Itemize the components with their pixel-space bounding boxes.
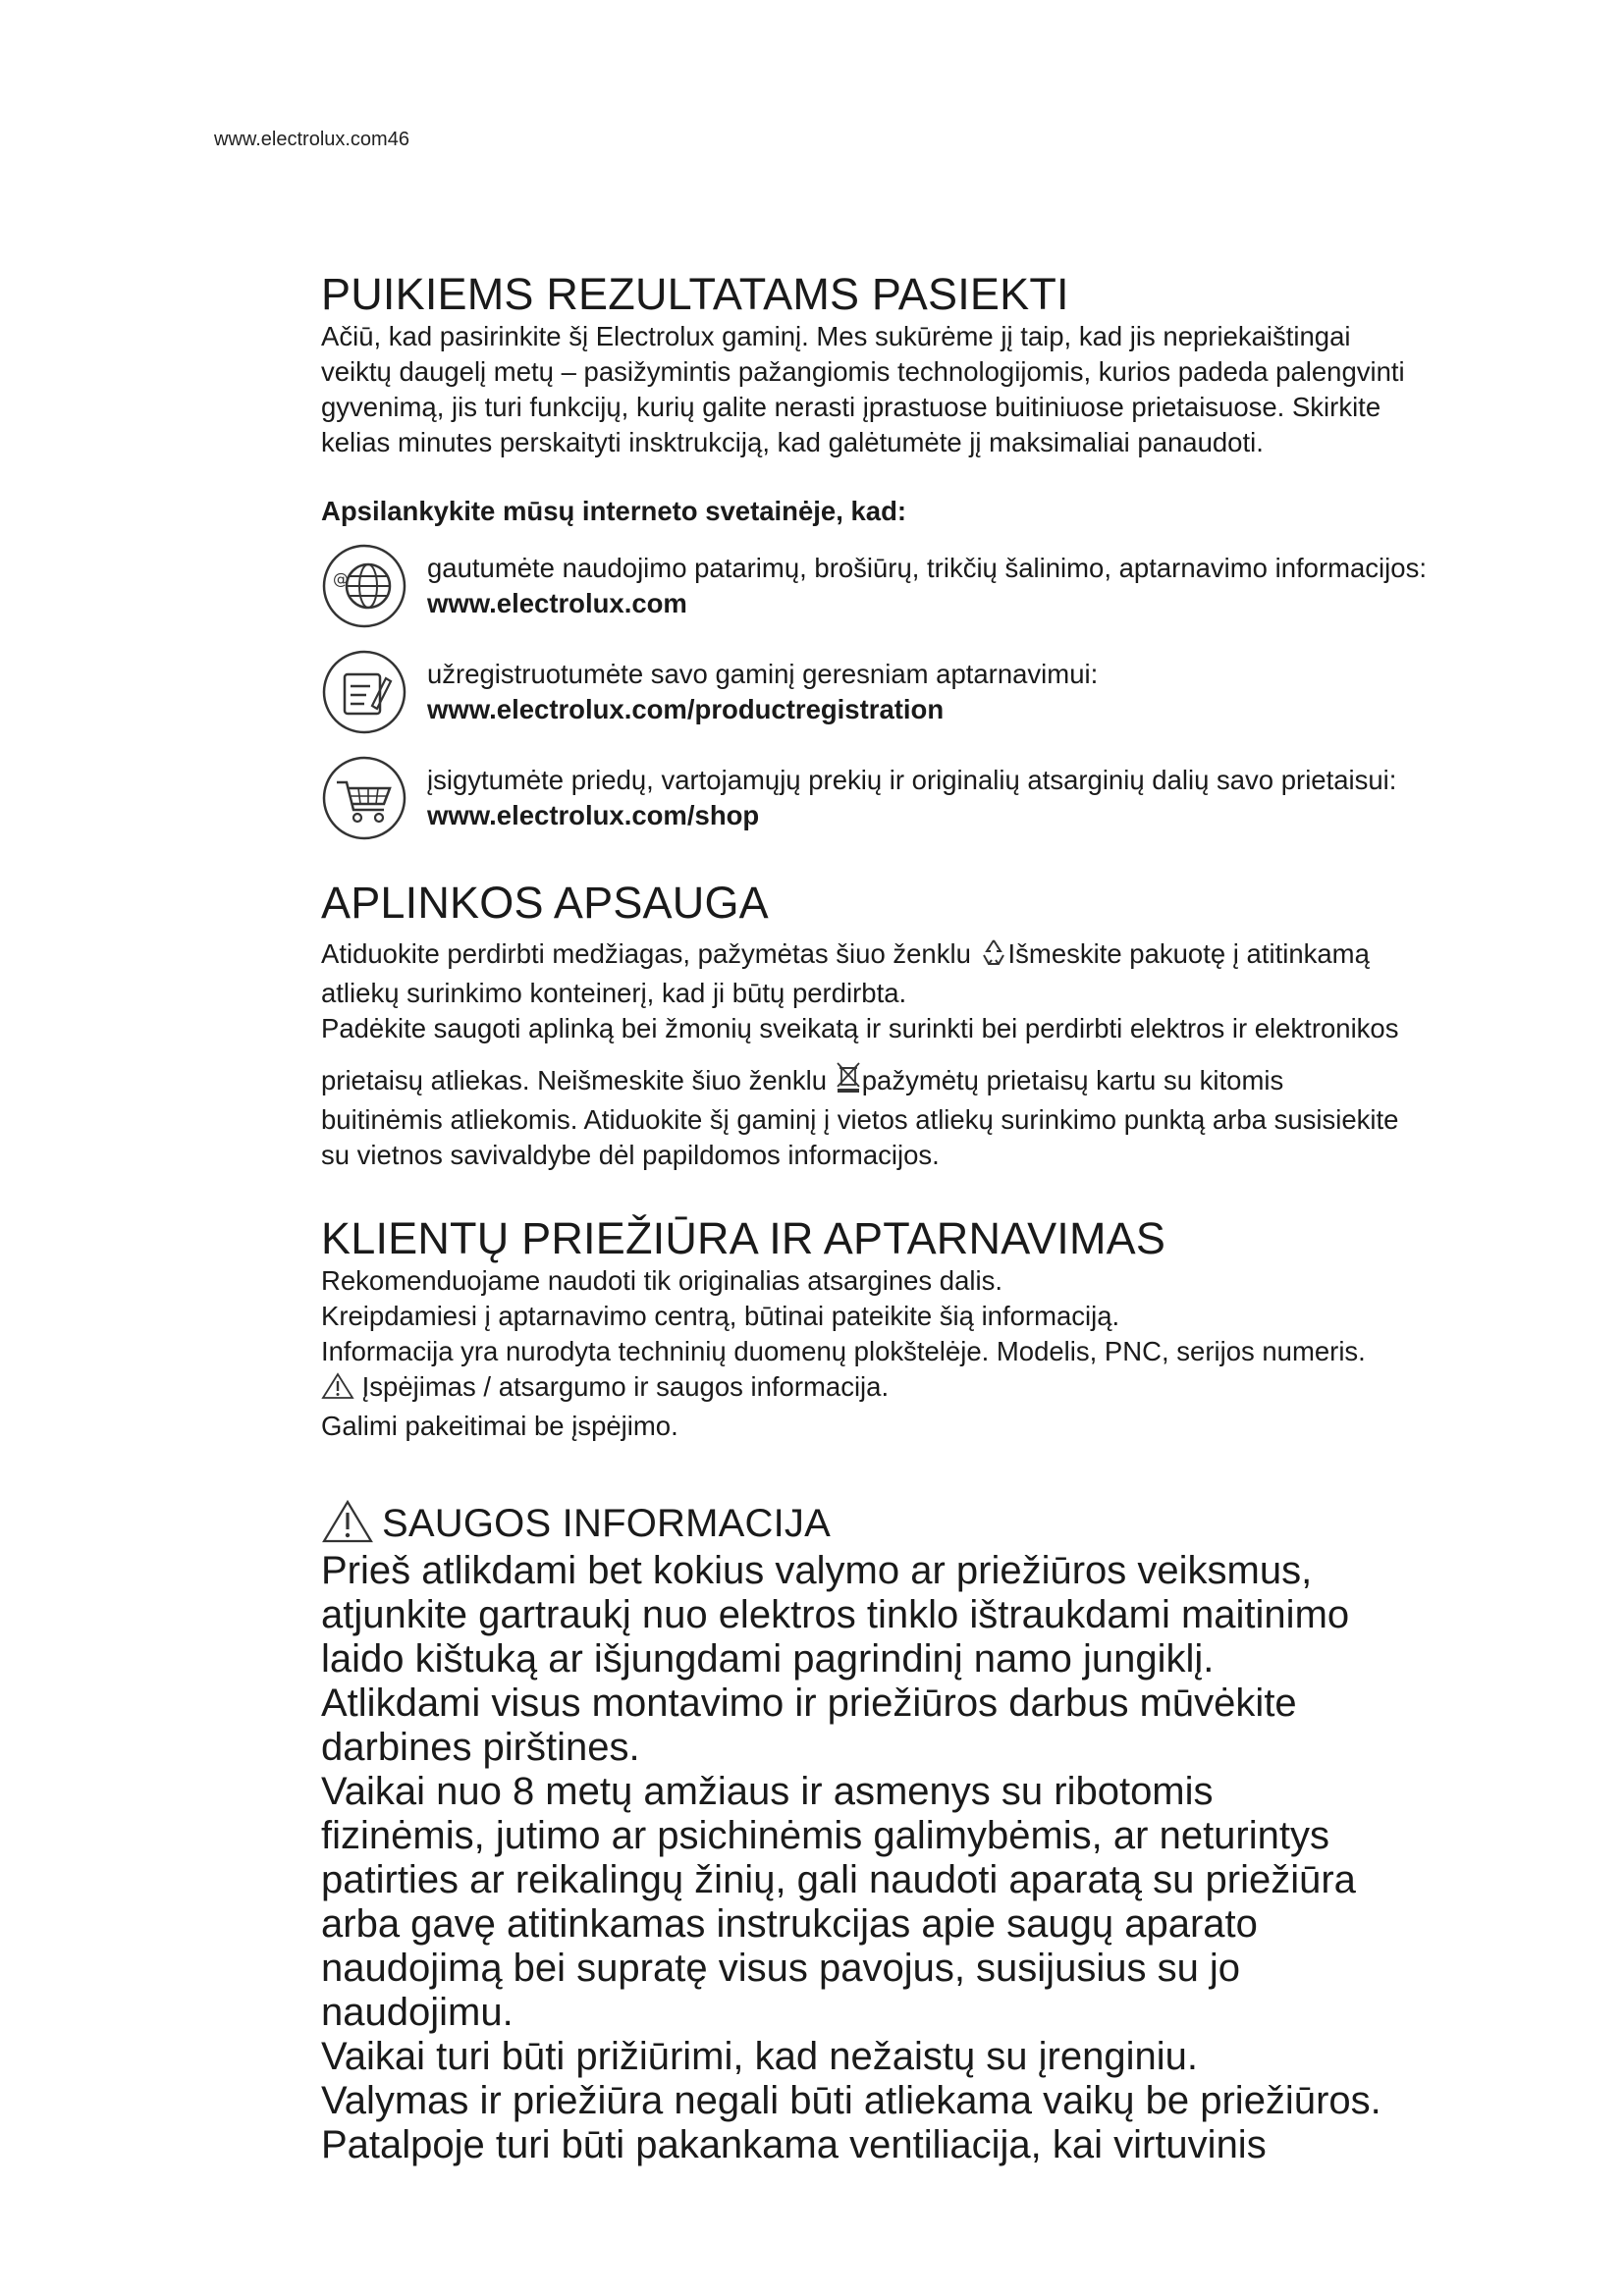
safety-line: naudojimą bei supratę visus pavojus, susijusius su jo (321, 1947, 1241, 1991)
visit-heading: Apsilankykite mūsų interneto svetainėje, kad: (321, 496, 907, 527)
web-globe-icon (321, 543, 407, 629)
visit-item-text: įsigytumėte priedų, vartojamųjų prekių ir originalių atsarginių dalių savo prietaisui: (427, 765, 1397, 796)
visit-item-text: užregistruotumėte savo gaminį geresniam aptarnavimui: (427, 659, 1099, 690)
safety-line: Vaikai nuo 8 metų amžiaus ir asmenys su ribotomis (321, 1770, 1214, 1814)
safety-line: naudojimu. (321, 1991, 514, 2035)
link-product-registration[interactable]: www.electrolux.com/productregistration (427, 694, 945, 725)
env-line: buitinėmis atliekomis. Atiduokite šį gaminį į vietos atliekų surinkimo punktą arba susisiekite (321, 1103, 1399, 1135)
safety-line: Prieš atlikdami bet kokius valymo ar priežiūros veiksmus, (321, 1549, 1313, 1593)
safety-line: atjunkite gartraukį nuo elektros tinklo ištraukdami maitinimo (321, 1593, 1350, 1637)
safety-line: Valymas ir priežiūra negali būti atliekama vaikų be priežiūros. (321, 2079, 1381, 2123)
safety-line: darbines pirštines. (321, 1726, 640, 1770)
recycle-icon (979, 937, 1008, 976)
section-title-safety: SAUGOS INFORMACIJA (382, 1502, 831, 1546)
safety-title-row (321, 1499, 1529, 1549)
care-line: Įspėjimas / atsargumo ir saugos informacija. (361, 1371, 890, 1403)
safety-line: Atlikdami visus montavimo ir priežiūros darbus mūvėkite (321, 1682, 1297, 1726)
svg-text:@: @ (333, 569, 349, 589)
visit-item-info (321, 539, 1529, 633)
env-line: Atiduokite perdirbti medžiagas, pažymėtas šiuo ženklu (321, 937, 979, 969)
section-title-customer-care: KLIENTŲ PRIEŽIŪRA IR APTARNAVIMAS (321, 1212, 1166, 1263)
env-line: su vietnos savivaldybe dėl papildomos informacijos. (321, 1139, 940, 1170)
env-line: Išmeskite pakuotę į atitinkamą (1007, 937, 1370, 969)
customer-care-paragraph (321, 1263, 1529, 1444)
document-content (321, 270, 1529, 2167)
env-line: Padėkite saugoti aplinką bei žmonių sveikatą ir surinkti bei perdirbti elektros ir elektronikos (321, 1012, 1399, 1043)
section-title-results: PUIKIEMS REZULTATAMS PASIEKTI (321, 269, 1069, 319)
safety-line: laido kištuką ar išjungdami pagrindinį namo jungiklį. (321, 1637, 1215, 1682)
safety-line: Patalpoje turi būti pakankama ventiliacija, kai virtuvinis (321, 2123, 1267, 2167)
warning-triangle-icon (321, 1499, 374, 1549)
safety-line: arba gavę atitinkamas instrukcijas apie saugų aparato (321, 1902, 1258, 1947)
link-electrolux[interactable]: www.electrolux.com (427, 588, 687, 619)
warning-triangle-icon (321, 1372, 354, 1409)
intro-line: Ačiū, kad pasirinkite šį Electrolux gaminį. Mes sukūrėme jį taip, kad jis nepriekaištingai (321, 321, 1351, 352)
intro-line: kelias minutes perskaityti insktrukciją, kad galėtumėte jį maksimaliai panaudoti. (321, 427, 1264, 458)
intro-line: veiktų daugelį metų – pasižymintis pažangiomis technologijomis, kurios padeda palengvinti (321, 356, 1405, 388)
intro-paragraph (321, 319, 1529, 460)
env-line: pažymėtų prietaisų kartu su kitomis (861, 1064, 1284, 1095)
env-line: prietaisų atliekas. Neišmeskite šiuo ženklu (321, 1064, 835, 1095)
care-line: Kreipdamiesi į aptarnavimo centrą, būtinai pateikite šią informaciją. (321, 1301, 1120, 1332)
shopping-cart-icon (321, 755, 407, 841)
care-line: Rekomenduojame naudoti tik originalias atsargines dalis. (321, 1265, 1002, 1297)
safety-line: Vaikai turi būti prižiūrimi, kad nežaistų su įrenginiu. (321, 2035, 1198, 2079)
safety-paragraph (321, 1549, 1529, 2167)
env-line: atliekų surinkimo konteinerį, kad ji būtų perdirbta. (321, 977, 907, 1008)
weee-crossed-bin-icon (835, 1060, 862, 1102)
environment-paragraph (321, 936, 1529, 1173)
safety-line: fizinėmis, jutimo ar psichinėmis galimybėmis, ar neturintys (321, 1814, 1329, 1858)
visit-item-text: gautumėte naudojimo patarimų, brošiūrų, trikčių šalinimo, aptarnavimo informacijos: (427, 553, 1427, 584)
intro-line: gyvenimą, jis turi funkcijų, kurių galite nerasti įprastuose buitiniuose prietaisuose. Skirkite (321, 392, 1381, 423)
section-title-environment: APLINKOS APSAUGA (321, 878, 769, 929)
care-line: Galimi pakeitimai be įspėjimo. (321, 1411, 678, 1442)
link-shop[interactable]: www.electrolux.com/shop (427, 800, 760, 831)
safety-line: patirties ar reikalingų žinių, gali naudoti aparatą su priežiūra (321, 1858, 1356, 1902)
visit-item-shop (321, 751, 1529, 845)
page-header-reference: www.electrolux.com46 (214, 129, 409, 150)
care-line: Informacija yra nurodyta techninių duomenų plokštelėje. Modelis, PNC, serijos numeris. (321, 1336, 1366, 1367)
visit-item-registration (321, 645, 1529, 739)
registration-form-icon (321, 649, 407, 735)
